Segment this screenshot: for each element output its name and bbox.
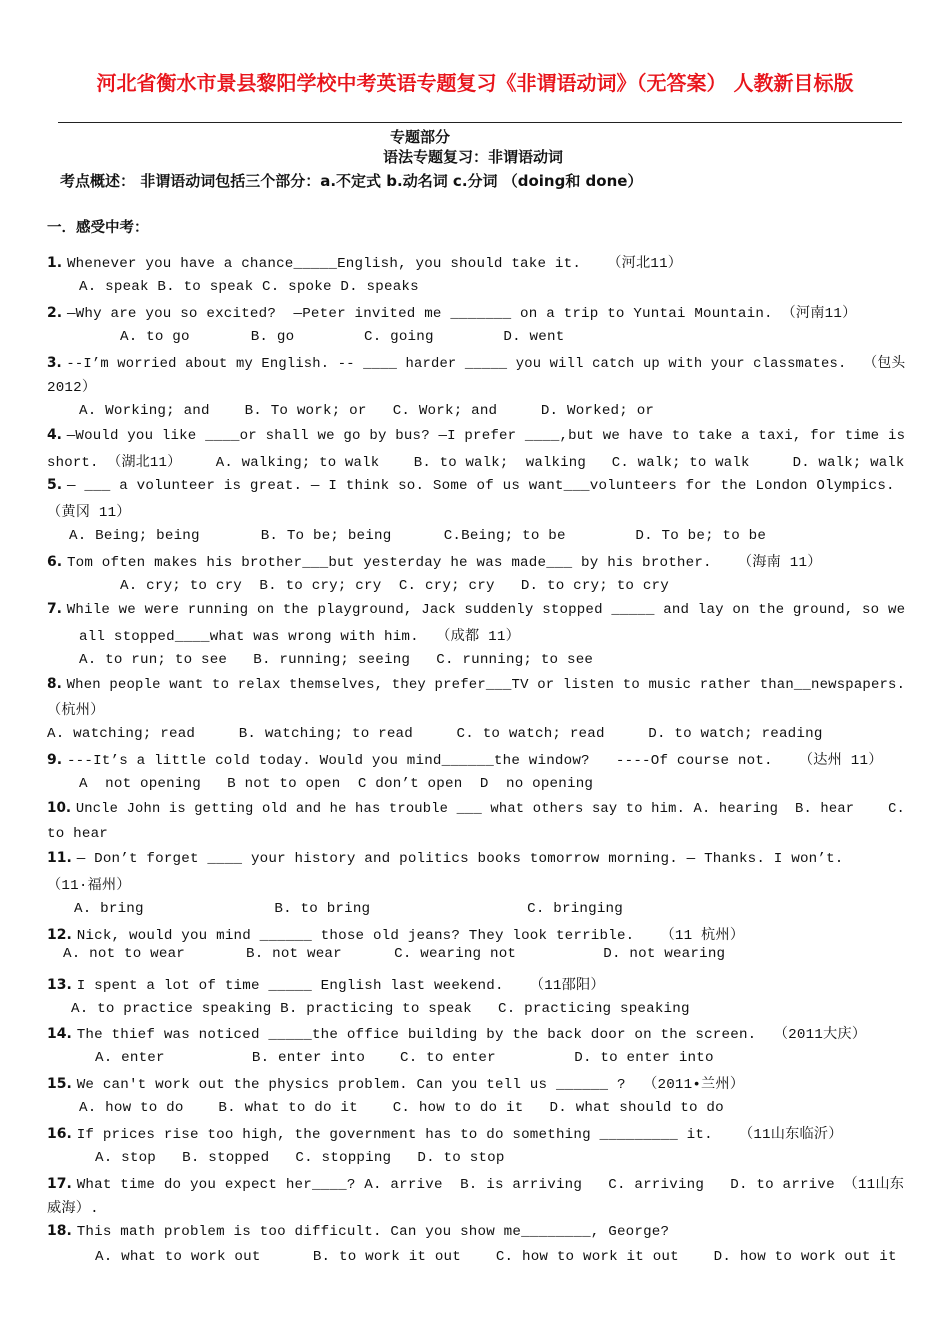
question-number: 9. xyxy=(47,752,67,768)
question-line xyxy=(47,476,895,494)
question-text: A not opening B not to open C don’t open D no opening xyxy=(79,776,594,792)
question-text: A. stop B. stopped C. stopping D. to stop xyxy=(95,1150,505,1166)
question-line xyxy=(47,426,905,444)
question-text: all stopped____what was wrong with him. （成都 11） xyxy=(79,629,520,645)
question-number: 4. xyxy=(47,427,67,443)
part-heading: 一．感受中考： xyxy=(47,220,149,236)
question-text: A. not to wear B. not wear C. wearing not D. not wearing xyxy=(63,946,726,962)
question-text: I spent a lot of time _____ English last weekend. （11邵阳） xyxy=(76,978,605,994)
question-text: A. watching; read B. watching; to read C. to watch; read D. to watch; reading xyxy=(47,726,823,742)
question-number: 12. xyxy=(47,927,77,943)
question-line xyxy=(47,974,605,994)
question-line xyxy=(47,799,905,817)
question-continuation-line xyxy=(79,774,593,792)
question-text: 威海）. xyxy=(47,1201,99,1217)
question-number: 13. xyxy=(47,977,77,993)
question-continuation-line xyxy=(47,501,131,521)
question-line xyxy=(47,1123,843,1143)
question-text: （11·福州） xyxy=(47,878,131,894)
question-number: 18. xyxy=(47,1223,77,1239)
question-text: The thief was noticed _____the office building by the back door on the screen. （2011大庆） xyxy=(76,1027,867,1043)
question-line xyxy=(47,849,844,867)
question-text: —Would you like ____or shall we go by bus? —I prefer ____,but we have to take a taxi, for time is xyxy=(66,428,906,444)
question-number: 17. xyxy=(47,1176,77,1192)
question-line xyxy=(47,1023,866,1043)
question-number: 14. xyxy=(47,1026,77,1042)
question-text: A. enter B. enter into C. to enter D. to enter into xyxy=(95,1050,714,1066)
question-number: 11. xyxy=(47,850,77,866)
question-number: 15. xyxy=(47,1076,77,1092)
question-number: 3. xyxy=(47,355,67,371)
question-continuation-line xyxy=(79,625,520,645)
question-text: A. Being; being B. To be; being C.Being; to be D. To be; to be xyxy=(69,528,767,544)
question-text: to hear xyxy=(47,826,108,842)
question-line xyxy=(47,924,744,944)
question-number: 8. xyxy=(47,676,67,692)
question-continuation-line xyxy=(69,526,766,544)
question-continuation-line xyxy=(79,650,593,668)
question-text: When people want to relax themselves, they prefer___TV or listen to music rather than__newspapers. xyxy=(66,677,906,693)
question-line xyxy=(47,1222,669,1240)
question-text: We can't work out the physics problem. Can you tell us ______ ? （2011•兰州） xyxy=(76,1077,745,1093)
question-text: A. Working; and B. To work; or C. Work; and D. Worked; or xyxy=(79,403,655,419)
question-line xyxy=(47,1073,744,1093)
question-number: 7. xyxy=(47,601,67,617)
question-text: A. what to work out B. to work it out C. how to work it out D. how to work out it xyxy=(95,1249,897,1265)
question-continuation-line xyxy=(74,899,623,917)
question-text: — ___ a volunteer is great. — I think so. Some of us want___volunteers for the London Olympics. xyxy=(66,478,895,494)
question-number: 1. xyxy=(47,255,67,271)
question-number: 2. xyxy=(47,305,67,321)
question-number: 10. xyxy=(47,800,76,816)
section-label: 专题部分 xyxy=(390,128,451,146)
question-text: —Why are you so excited? —Peter invited me _______ on a trip to Yuntai Mountain. （河南11） xyxy=(66,306,857,322)
overview-text: 考点概述： 非谓语动词包括三个部分：a.不定式 b.动名词 c.分词 （doing和 done） xyxy=(60,172,643,190)
question-text: A. to go B. go C. going D. went xyxy=(120,329,565,345)
question-continuation-line xyxy=(47,874,131,894)
question-text: A. speak B. to speak C. spoke D. speaks xyxy=(79,279,419,295)
question-number: 5. xyxy=(47,477,67,493)
question-continuation-line xyxy=(47,824,108,842)
question-text: A. to run; to see B. running; seeing C. running; to see xyxy=(79,652,594,668)
question-continuation-line xyxy=(47,699,105,719)
question-text: （杭州） xyxy=(47,703,105,719)
question-continuation-line xyxy=(47,376,96,396)
question-continuation-line xyxy=(95,1247,897,1265)
question-continuation-line xyxy=(47,1197,99,1217)
question-continuation-line xyxy=(79,401,654,419)
question-continuation-line xyxy=(79,277,419,295)
question-text: --I’m worried about my English. -- ____ harder _____ you will catch up with your classmates. （包头 xyxy=(66,356,906,372)
question-text: （黄冈 11） xyxy=(47,505,131,521)
question-continuation-line xyxy=(71,999,690,1017)
question-text: This math problem is too difficult. Can you show me________, George? xyxy=(76,1224,670,1240)
question-text: short. （湖北11） A. walking; to walk B. to walk; walking C. walk; to walk D. walk; walk xyxy=(47,455,905,471)
question-text: What time do you expect her____? A. arrive B. is arriving C. arriving D. to arrive （11山东 xyxy=(76,1177,905,1193)
question-continuation-line xyxy=(79,1098,724,1116)
question-line xyxy=(47,302,856,322)
question-line xyxy=(47,600,905,618)
document-title: 河北省衡水市景县黎阳学校中考英语专题复习《非谓语动词》（无答案） 人教新目标版 xyxy=(96,71,854,95)
question-text: — Don’t forget ____ your history and politics books tomorrow morning. — Thanks. I won’t. xyxy=(76,851,844,867)
question-line xyxy=(47,749,883,769)
question-continuation-line xyxy=(120,327,564,345)
question-text: Nick, would you mind ______ those old jeans? They look terrible. （11 杭州） xyxy=(76,928,745,944)
question-continuation-line xyxy=(63,944,725,962)
question-number: 16. xyxy=(47,1126,77,1142)
question-text: A. bring B. to bring C. bringing xyxy=(74,901,623,917)
question-text: A. to practice speaking B. practicing to speak C. practicing speaking xyxy=(71,1001,690,1017)
question-number: 6. xyxy=(47,554,67,570)
subject-title: 语法专题复习：非谓语动词 xyxy=(383,148,564,166)
question-line xyxy=(47,675,905,693)
question-continuation-line xyxy=(95,1148,505,1166)
question-continuation-line xyxy=(120,576,669,594)
question-text: Tom often makes his brother___but yesterday he was made___ by his brother. （海南 11） xyxy=(66,555,822,571)
question-text: 2012） xyxy=(47,380,97,396)
question-continuation-line xyxy=(47,724,823,742)
question-continuation-line xyxy=(95,1048,714,1066)
question-text: Uncle John is getting old and he has trouble ___ what others say to him. A. hearing B. hear C. xyxy=(75,801,906,817)
question-text: A. how to do B. what to do it C. how to do it D. what should to do xyxy=(79,1100,724,1116)
question-line xyxy=(47,551,822,571)
question-line xyxy=(47,252,682,272)
title-divider xyxy=(58,122,902,123)
question-text: If prices rise too high, the government has to do something _________ it. （11山东临沂） xyxy=(76,1127,843,1143)
question-text: A. cry; to cry B. to cry; cry C. cry; cry D. to cry; to cry xyxy=(120,578,669,594)
question-text: ---It’s a little cold today. Would you mind______the window? ----Of course not. （达州 11） xyxy=(66,753,883,769)
question-text: While we were running on the playground, Jack suddenly stopped _____ and lay on the ground, so we xyxy=(66,602,906,618)
question-line xyxy=(47,1173,904,1193)
question-continuation-line xyxy=(47,451,905,471)
question-line xyxy=(47,352,905,372)
question-text: Whenever you have a chance_____English, you should take it. （河北11） xyxy=(66,256,683,272)
